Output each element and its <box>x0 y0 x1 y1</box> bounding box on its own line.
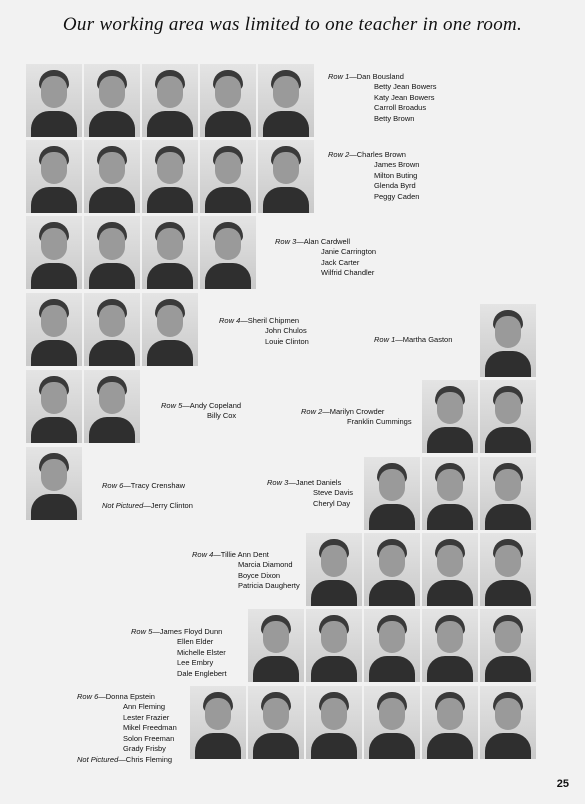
page-title: Our working area was limited to one teacher in one room. <box>62 14 523 35</box>
student-photo <box>142 140 198 213</box>
caption-right-row-1: Row 1—Martha Gaston <box>374 335 453 344</box>
student-name: Janie Carrington <box>321 247 377 257</box>
student-photo <box>190 686 246 759</box>
row-label: Row 1 <box>374 335 396 344</box>
caption-left-row-5: Row 5—Andy Copeland Billy Cox <box>161 401 242 421</box>
caption-right-row-3: Row 3—Janet Daniels Steve Davis Cheryl Day <box>267 478 354 508</box>
student-photo <box>480 304 536 377</box>
caption-right-row-6: Row 6—Donna Epstein Ann Fleming Lester Frazier Mikel Freedman Solon Freeman Grady Frisby <box>77 692 177 754</box>
student-name: Milton Buting <box>374 170 418 180</box>
student-photo <box>26 370 82 443</box>
student-name: James Brown <box>374 160 420 170</box>
student-name: Tracy Crenshaw <box>130 481 186 490</box>
student-name: Boyce Dixon <box>238 570 281 580</box>
student-photo <box>26 216 82 289</box>
student-photo <box>258 140 314 213</box>
student-name: Chris Fleming <box>125 755 173 764</box>
student-photo <box>422 609 478 682</box>
student-photo <box>306 533 362 606</box>
caption-left-row-6: Row 6—Tracy Crenshaw <box>102 481 186 490</box>
caption-right-row-5: Row 5—James Floyd Dunn Ellen Elder Michelle Elster Lee Embry Dale Englebert <box>131 627 227 678</box>
student-photo <box>84 64 140 137</box>
caption-left-row-4: Row 4—Sheril Chipmen John Chulos Louie Clinton <box>219 316 309 346</box>
student-name: Grady Frisby <box>123 744 166 754</box>
student-photo <box>258 64 314 137</box>
student-photo <box>26 140 82 213</box>
student-name: Alan Cardwell <box>303 237 351 246</box>
student-name: Katy Jean Bowers <box>374 92 435 102</box>
row-label: Row 3 <box>267 478 289 487</box>
student-photo <box>422 686 478 759</box>
student-photo <box>84 370 140 443</box>
caption-left-row-3: Row 3—Alan Cardwell Janie Carrington Jack Carter Wilfrid Chandler <box>275 237 377 278</box>
student-photo <box>364 609 420 682</box>
row-label: Row 3 <box>275 237 297 246</box>
student-name: Carroll Broadus <box>374 103 427 113</box>
row-label: Row 4 <box>192 550 214 559</box>
student-photo <box>422 457 478 530</box>
student-photo <box>84 140 140 213</box>
student-photo <box>480 686 536 759</box>
not-pictured-right: Not Pictured—Chris Fleming <box>77 755 173 764</box>
caption-right-row-4: Row 4—Tillie Ann Dent Marcia Diamond Boyce Dixon Patricia Daugherty <box>192 550 300 591</box>
student-name: James Floyd Dunn <box>159 627 223 636</box>
caption-left-row-2: Row 2—Charles Brown James Brown Milton Buting Glenda Byrd Peggy Caden <box>328 150 420 201</box>
student-name: Dale Englebert <box>177 668 227 678</box>
student-name: Betty Jean Bowers <box>374 82 437 92</box>
caption-right-row-2: Row 2—Marilyn Crowder Franklin Cummings <box>301 407 412 427</box>
student-name: Louie Clinton <box>265 336 309 346</box>
row-label: Row 1 <box>328 72 350 81</box>
student-photo <box>364 686 420 759</box>
student-photo <box>306 686 362 759</box>
student-name: Ellen Elder <box>177 637 214 647</box>
student-photo <box>26 447 82 520</box>
student-name: Mikel Freedman <box>123 723 177 733</box>
student-name: Donna Epstein <box>105 692 155 701</box>
student-name: Franklin Cummings <box>347 417 412 427</box>
student-name: Michelle Elster <box>177 647 226 657</box>
student-name: Marcia Diamond <box>238 560 293 570</box>
student-photo <box>200 140 256 213</box>
student-photo <box>306 609 362 682</box>
page-number: 25 <box>556 778 569 790</box>
not-pictured-left: Not Pictured—Jerry Clinton <box>102 501 193 510</box>
student-photo <box>480 380 536 453</box>
row-label: Row 6 <box>102 481 124 490</box>
student-photo <box>364 457 420 530</box>
student-photo <box>200 216 256 289</box>
student-photo <box>142 64 198 137</box>
student-name: Dan Bousland <box>356 72 404 81</box>
student-name: Betty Brown <box>374 113 415 123</box>
row-label: Row 2 <box>328 150 350 159</box>
caption-left-row-1: Row 1—Dan Bousland Betty Jean Bowers Katy Jean Bowers Carroll Broadus Betty Brown <box>328 72 437 123</box>
student-name: Steve Davis <box>313 488 354 498</box>
student-name: Jerry Clinton <box>150 501 193 510</box>
row-label: Row 6 <box>77 692 99 701</box>
student-name: Janet Daniels <box>295 478 342 487</box>
student-name: Patricia Daugherty <box>238 581 300 591</box>
student-photo <box>200 64 256 137</box>
student-name: Lester Frazier <box>123 712 170 722</box>
student-name: Peggy Caden <box>374 191 420 201</box>
student-name: Lee Embry <box>177 658 214 668</box>
student-name: Andy Copeland <box>189 401 242 410</box>
student-name: Marilyn Crowder <box>329 407 385 416</box>
student-photo <box>480 609 536 682</box>
student-name: Cheryl Day <box>313 498 351 508</box>
student-name: Charles Brown <box>356 150 406 159</box>
student-photo <box>26 293 82 366</box>
student-photo <box>26 64 82 137</box>
student-name: Tillie Ann Dent <box>220 550 269 559</box>
row-label: Row 4 <box>219 316 241 325</box>
student-name: Ann Fleming <box>123 702 166 712</box>
student-photo <box>364 533 420 606</box>
student-photo <box>248 609 304 682</box>
not-pictured-label: Not Pictured <box>77 755 119 764</box>
not-pictured-label: Not Pictured <box>102 501 144 510</box>
student-photo <box>84 293 140 366</box>
student-photo <box>248 686 304 759</box>
student-name: Wilfrid Chandler <box>321 268 375 278</box>
student-photo <box>422 533 478 606</box>
student-name: Sheril Chipmen <box>247 316 300 325</box>
student-photo <box>142 293 198 366</box>
student-photo <box>422 380 478 453</box>
student-name: Billy Cox <box>207 411 237 421</box>
student-photo <box>480 457 536 530</box>
student-name: Solon Freeman <box>123 733 175 743</box>
student-photo <box>84 216 140 289</box>
student-name: Martha Gaston <box>402 335 453 344</box>
row-label: Row 2 <box>301 407 323 416</box>
student-photo <box>142 216 198 289</box>
student-name: John Chulos <box>265 326 307 336</box>
student-name: Glenda Byrd <box>374 181 416 191</box>
student-name: Jack Carter <box>321 257 360 267</box>
row-label: Row 5 <box>161 401 183 410</box>
row-label: Row 5 <box>131 627 153 636</box>
student-photo <box>480 533 536 606</box>
